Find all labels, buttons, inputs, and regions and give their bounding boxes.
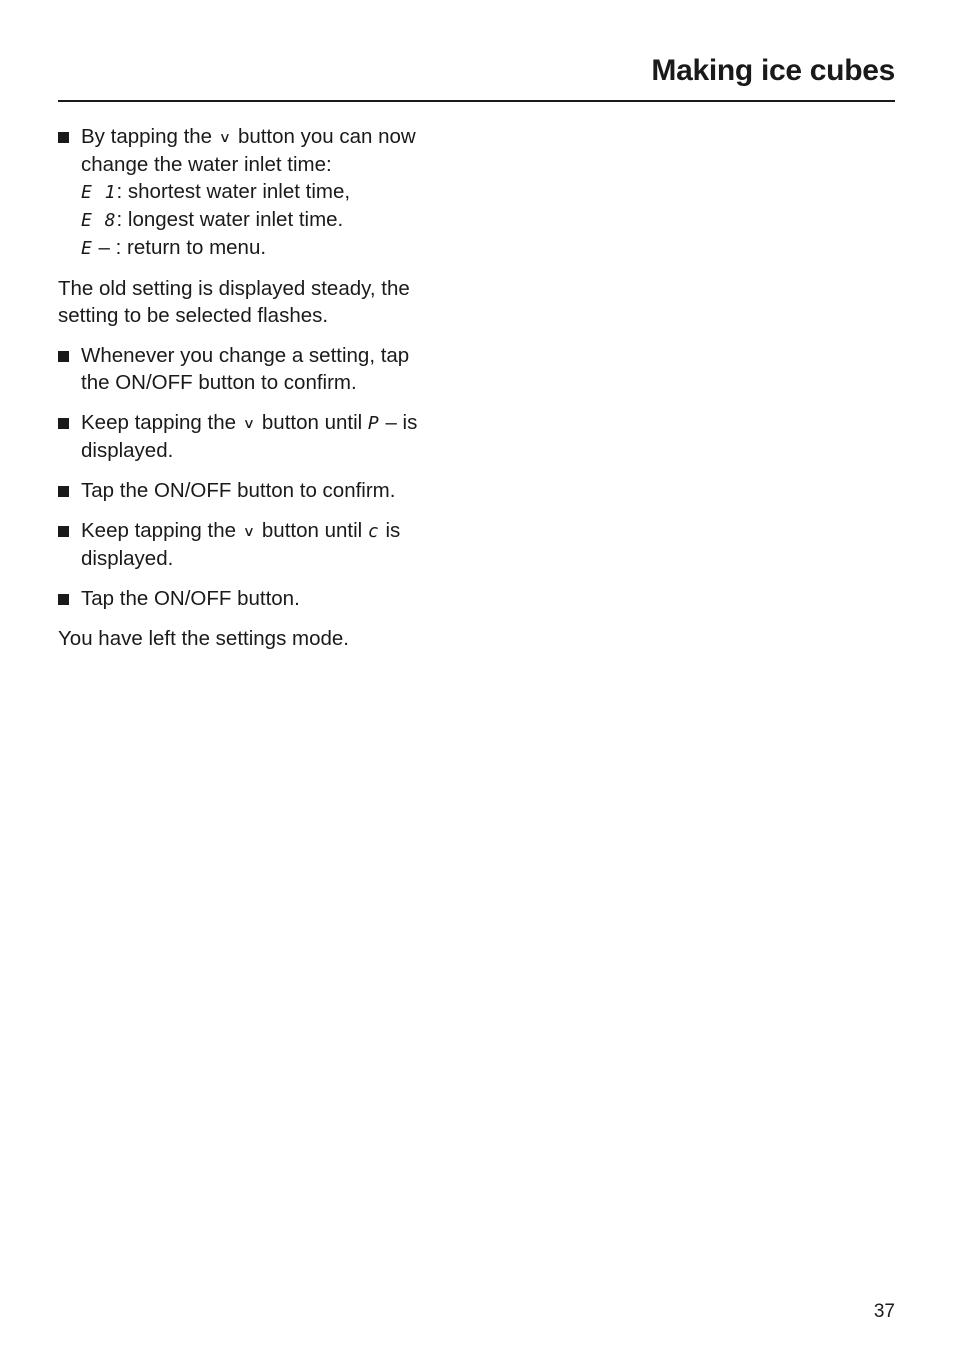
text-line: Keep tapping the ∨ button until P – is [81, 411, 418, 434]
bullet-square-icon [58, 351, 69, 362]
list-item: Whenever you change a setting, tap the ON/OFF button to confirm. [58, 342, 478, 396]
list-item: Keep tapping the ∨ button until c is displayed. [58, 517, 478, 572]
display-code-e-return: E [81, 238, 93, 259]
down-arrow-icon: ∨ [242, 415, 256, 432]
setting-e1: E 1: shortest water inlet time, [81, 180, 351, 203]
display-code-c: c [367, 521, 380, 542]
list-item: Keep tapping the ∨ button until P – is displayed. [58, 409, 478, 464]
text-line: Keep tapping the ∨ button until c is [81, 519, 401, 542]
page-header [58, 50, 895, 102]
paragraph: You have left the settings mode. [58, 627, 349, 650]
bullet-square-icon [58, 526, 69, 537]
list-item [58, 123, 478, 262]
text-line: By tapping the ∨ button you can now [81, 125, 416, 148]
page-title: Making ice cubes [651, 54, 895, 87]
main-content [58, 123, 478, 665]
down-arrow-icon: ∨ [218, 129, 232, 146]
setting-e-return: E – : return to menu. [81, 236, 267, 259]
page-number: 37 [873, 1301, 895, 1322]
display-code-e1: E 1 [81, 182, 117, 203]
list-item: Tap the ON/OFF button. [58, 585, 478, 612]
display-code-p: P [367, 413, 380, 434]
bullet-square-icon [58, 594, 69, 605]
setting-e8: E 8: longest water inlet time. [81, 208, 344, 231]
display-code-e8: E 8 [81, 210, 117, 231]
bullet-square-icon [58, 486, 69, 497]
text-line: change the water inlet time: [81, 153, 332, 176]
bullet-square-icon [58, 418, 69, 429]
paragraph: The old setting is displayed steady, the setting to be selected flashes. [58, 277, 410, 327]
bullet-square-icon [58, 132, 69, 143]
list-item: Tap the ON/OFF button to confirm. [58, 477, 478, 504]
down-arrow-icon: ∨ [242, 523, 256, 540]
